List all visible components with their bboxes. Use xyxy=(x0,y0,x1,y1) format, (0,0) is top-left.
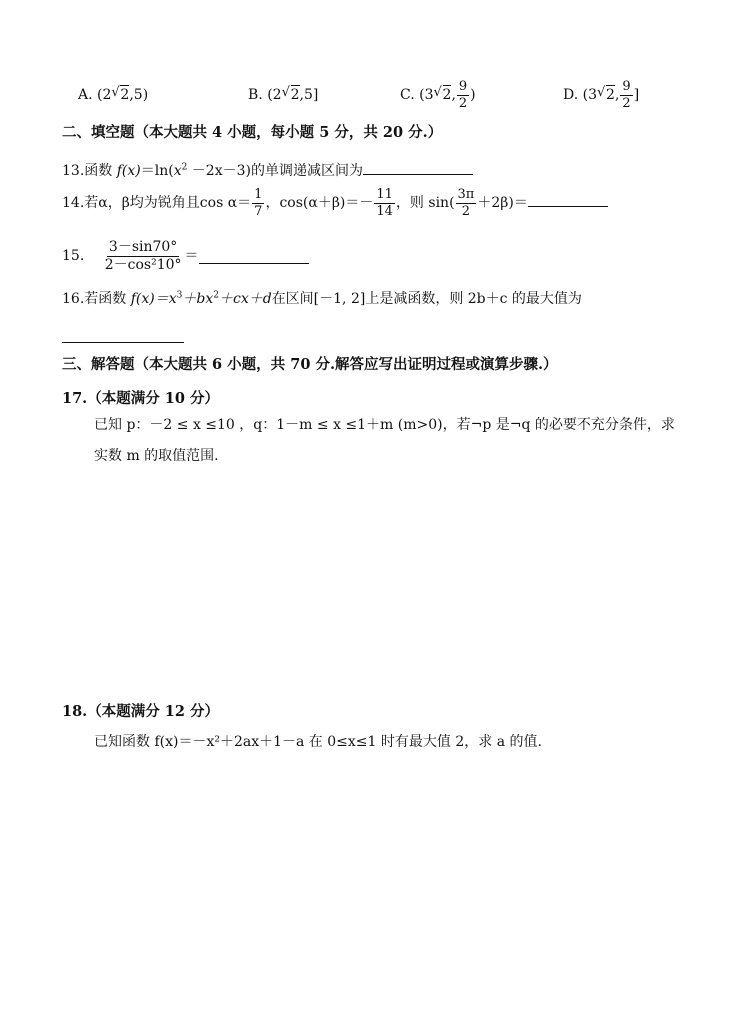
fraction: $\frac{9}{2}$ xyxy=(622,79,631,111)
coefficient: 3 xyxy=(588,87,598,104)
question-17-line-1: 已知 p：－2 ≤ x ≤10 ，q：1－m ≤ x ≤1＋m (m>0)，若¬p 是¬q 的必要不充分条件，求 xyxy=(94,417,675,433)
fraction: $\frac{9}{2}$ xyxy=(458,79,468,111)
bracket-close: ] xyxy=(312,87,319,103)
option-c: C. (3 √ 2, $\frac{9}{2}$ ) xyxy=(400,79,476,111)
option-label: D. xyxy=(563,87,579,104)
fraction: $\frac{3-\sin 70^\circ}{\text{2－cos²10°}}$ xyxy=(104,239,182,273)
question-16: 16.若函数 $f(x)=x^3+bx^2+cx+d$在区间[－1, 2]上是减函数，则 2b＋c 的最大值为 xyxy=(62,290,582,307)
coefficient: 2 xyxy=(102,87,112,103)
question-17-title: 17.（本题满分 10 分） xyxy=(62,390,220,407)
question-18-line-1: 已知函数 f(x)＝－x²＋2ax＋1－a 在 0≤x≤1 时有最大值 2，求 a 的值. xyxy=(94,734,542,750)
option-label: A. xyxy=(78,87,93,103)
section-heading-fill-in: 二、填空题（本大题共 4 小题，每小题 5 分，共 20 分.） xyxy=(62,124,443,141)
option-b: B. (2 √ 2,5] xyxy=(248,85,319,103)
question-17-line-2: 实数 m 的取值范围. xyxy=(94,448,219,464)
sqrt-symbol: √ 2 xyxy=(111,85,130,103)
question-13: 13.函数 $f(x)=\ln(x^2 -2x-3)$的单调递减区间为 xyxy=(62,160,473,178)
answer-blank[interactable] xyxy=(528,192,608,207)
option-label: B. xyxy=(248,87,263,103)
option-a: A. (2 √ 2,5) xyxy=(78,85,149,103)
bracket-open: ( xyxy=(582,87,589,104)
option-d: D. (3 √ 2, $\frac{9}{2}$ ] xyxy=(563,79,640,111)
option-label: C. xyxy=(400,87,415,104)
section-heading-answers: 三、解答题（本大题共 6 小题，共 70 分.解答应写出证明过程或演算步骤.） xyxy=(62,356,558,373)
coefficient: 3 xyxy=(424,87,434,104)
coefficient: 2 xyxy=(272,87,282,103)
question-14: 14.若α，β均为锐角且cos α＝ $\frac{1}{7}$ ，cos(α＋β)＝－ $\frac{11}{14}$ ，则 sin( $\frac{3\pi}{2}$ ＋2β)＝ xyxy=(62,188,608,218)
bracket-open: ( xyxy=(419,87,425,104)
question-16-blank-line xyxy=(62,328,184,346)
sqrt-symbol: √ 2 xyxy=(597,85,615,104)
bracket-open: ( xyxy=(267,87,273,103)
answer-blank[interactable] xyxy=(62,328,184,343)
value: 5 xyxy=(133,87,143,103)
bracket-open: ( xyxy=(97,87,103,103)
answer-blank[interactable] xyxy=(363,160,473,175)
question-18-title: 18.（本题满分 12 分） xyxy=(62,703,220,720)
bracket-close: ) xyxy=(470,87,476,104)
fraction: $\frac{3\pi}{2}$ xyxy=(457,187,475,219)
bracket-close: ] xyxy=(633,87,640,104)
question-15: 15. $\frac{3-\sin 70^\circ}{\text{2－cos²10°}}$ ＝ xyxy=(62,240,309,272)
sqrt-symbol: √ 2 xyxy=(433,85,452,104)
value: 5 xyxy=(303,87,313,103)
fraction: $\frac{11}{14}$ xyxy=(376,187,393,219)
answer-blank[interactable] xyxy=(199,249,309,264)
fraction: $\frac{1}{7}$ xyxy=(254,187,263,219)
bracket-close: ) xyxy=(142,87,149,103)
sqrt-symbol: √ 2 xyxy=(281,85,300,103)
